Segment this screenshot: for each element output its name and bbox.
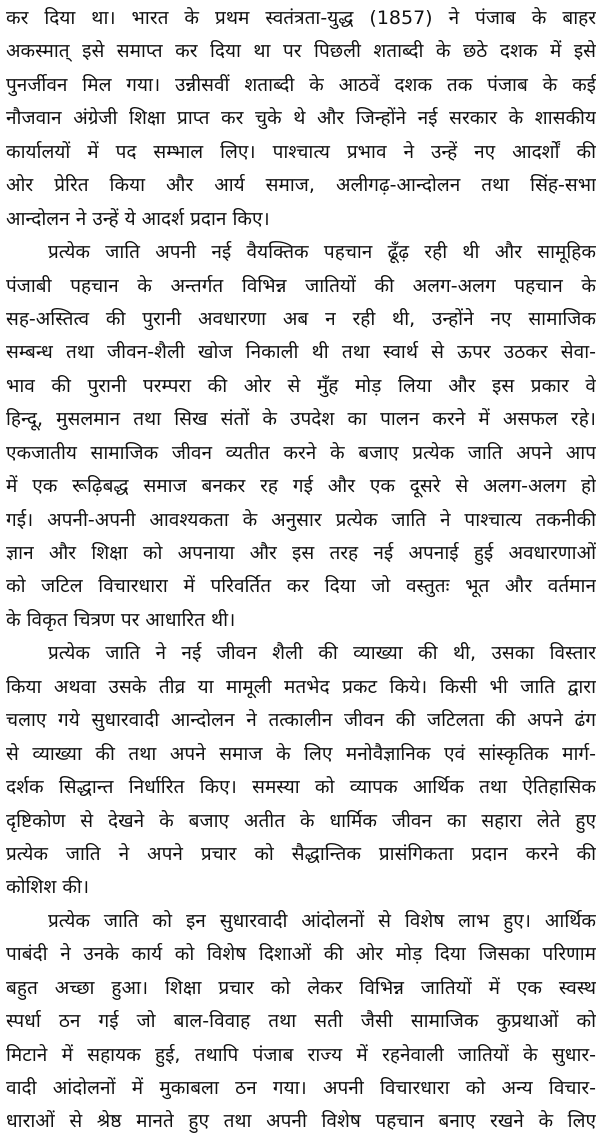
text-line: वादी आंदोलनों में मुकाबला ठन गया। अपनी विचारधारा को अन्य विचार-	[6, 1077, 596, 1099]
text-line: दर्शक सिद्धान्त निर्धारित किए। समस्या को व्यापक आर्थिक तथा ऐतिहासिक	[6, 776, 596, 799]
text-line: मिटाने में सहायक हुई, तथापि पंजाब राज्य में रहनेवाली जातियों के सुधार-	[6, 1043, 596, 1066]
text-line: हिन्दू, मुसलमान तथा सिख संतों के उपदेश का पालन करने में असफल रहे।	[6, 408, 596, 431]
text-line: ज्ञान और शिक्षा को अपनाया और इस तरह नई अपनाई हुई अवधारणाओं	[6, 542, 596, 564]
body-text	[6, 2, 596, 1139]
text-line: से व्याख्या की तथा अपने समाज के लिए मनोवैज्ञानिक एवं सांस्कृतिक मार्ग-	[6, 742, 596, 765]
text-line: को जटिल विचारधारा में परिवर्तित कर दिया जो वस्तुतः भूत और वर्तमान	[6, 575, 596, 598]
text-line: एकजातीय सामाजिक जीवन व्यतीत करने के बजाए प्रत्येक जाति अपने आप	[6, 441, 596, 464]
text-line: नौजवान अंग्रेजी शिक्षा प्राप्त कर चुके थे और जिन्होंने नई सरकार के शासकीय	[6, 107, 596, 130]
text-line: कर दिया था। भारत के प्रथम स्वतंत्रता-युद्ध (1857) ने पंजाब के बाहर	[6, 7, 596, 29]
text-line: में एक रूढ़िबद्ध समाज बनकर रह गई और एक दूसरे से अलग-अलग हो	[6, 475, 596, 498]
text-line: सम्बन्ध तथा जीवन-शैली खोज निकाली थी तथा स्वार्थ से ऊपर उठकर सेवा-	[6, 341, 596, 364]
text-line: पाबंदी ने उनके कार्य को विशेष दिशाओं की ओर मोड़ दिया जिसका परिणाम	[6, 943, 596, 966]
text-line: कोशिश की।	[6, 876, 90, 899]
text-line: धाराओं से श्रेष्ठ मानते हुए तथा अपनी विशेष पहचान बनाए रखने के लिए	[6, 1110, 596, 1133]
text-line: किया अथवा उसके तीव्र या मामूली मतभेद प्रकट किये। किसी भी जाति द्वारा	[6, 675, 596, 698]
text-line: सह-अस्तित्व की पुरानी अवधारणा अब न रही थी, उन्होंने नए सामाजिक	[6, 307, 596, 330]
text-line: बहुत अच्छा हुआ। शिक्षा प्रचार को लेकर विभिन्न जातियों में एक स्वस्थ	[6, 976, 596, 999]
paragraph-first-line: प्रत्येक जाति अपनी नई वैयक्तिक पहचान ढूँढ़ रही थी और सामूहिक	[48, 241, 596, 264]
text-line: पुनर्जीवन मिल गया। उन्नीसवीं शताब्दी के आठवें दशक तक पंजाब के कई	[6, 73, 596, 96]
text-line: कार्यालयों में पद सम्भाल लिए। पाश्चात्य प्रभाव ने उन्हें नए आदर्शों की	[6, 140, 596, 163]
text-line: स्पर्धा ठन गई जो बाल-विवाह तथा सती जैसी सामाजिक कुप्रथाओं को	[6, 1010, 596, 1033]
text-line: आन्दोलन ने उन्हें ये आदर्श प्रदान किए।	[6, 207, 270, 230]
text-line: दृष्टिकोण से देखने के बजाए अतीत के धार्मिक जीवन का सहारा लेते हुए	[6, 809, 596, 832]
paragraph-first-line: प्रत्येक जाति को इन सुधारवादी आंदोलनों से विशेष लाभ हुए। आर्थिक	[48, 909, 596, 932]
text-line: भाव की पुरानी परम्परा की ओर से मुँह मोड़ लिया और इस प्रकार वे	[6, 374, 596, 397]
paragraph-first-line: प्रत्येक जाति ने नई जीवन शैली की व्याख्या की थी, उसका विस्तार	[48, 642, 596, 665]
text-line: गई। अपनी-अपनी आवश्यकता के अनुसार प्रत्येक जाति ने पाश्चात्य तकनीकी	[6, 508, 596, 531]
text-line: चलाए गये सुधारवादी आन्दोलन ने तत्कालीन जीवन की जटिलता की अपने ढंग	[6, 709, 596, 732]
text-line: ओर प्रेरित किया और आर्य समाज, अलीगढ़-आन्दोलन तथा सिंह-सभा	[6, 174, 596, 197]
text-line: पंजाबी पहचान के अन्तर्गत विभिन्न जातियों की अलग-अलग पहचान के	[6, 274, 596, 297]
text-line: के विकृत चित्रण पर आधारित थी।	[6, 608, 236, 631]
text-line: प्रत्येक जाति ने अपने प्रचार को सैद्धान्तिक प्रासंगिकता प्रदान करने की	[6, 842, 596, 865]
text-line: अकस्मात् इसे समाप्त कर दिया था पर पिछली शताब्दी के छठे दशक में इसे	[6, 40, 596, 63]
